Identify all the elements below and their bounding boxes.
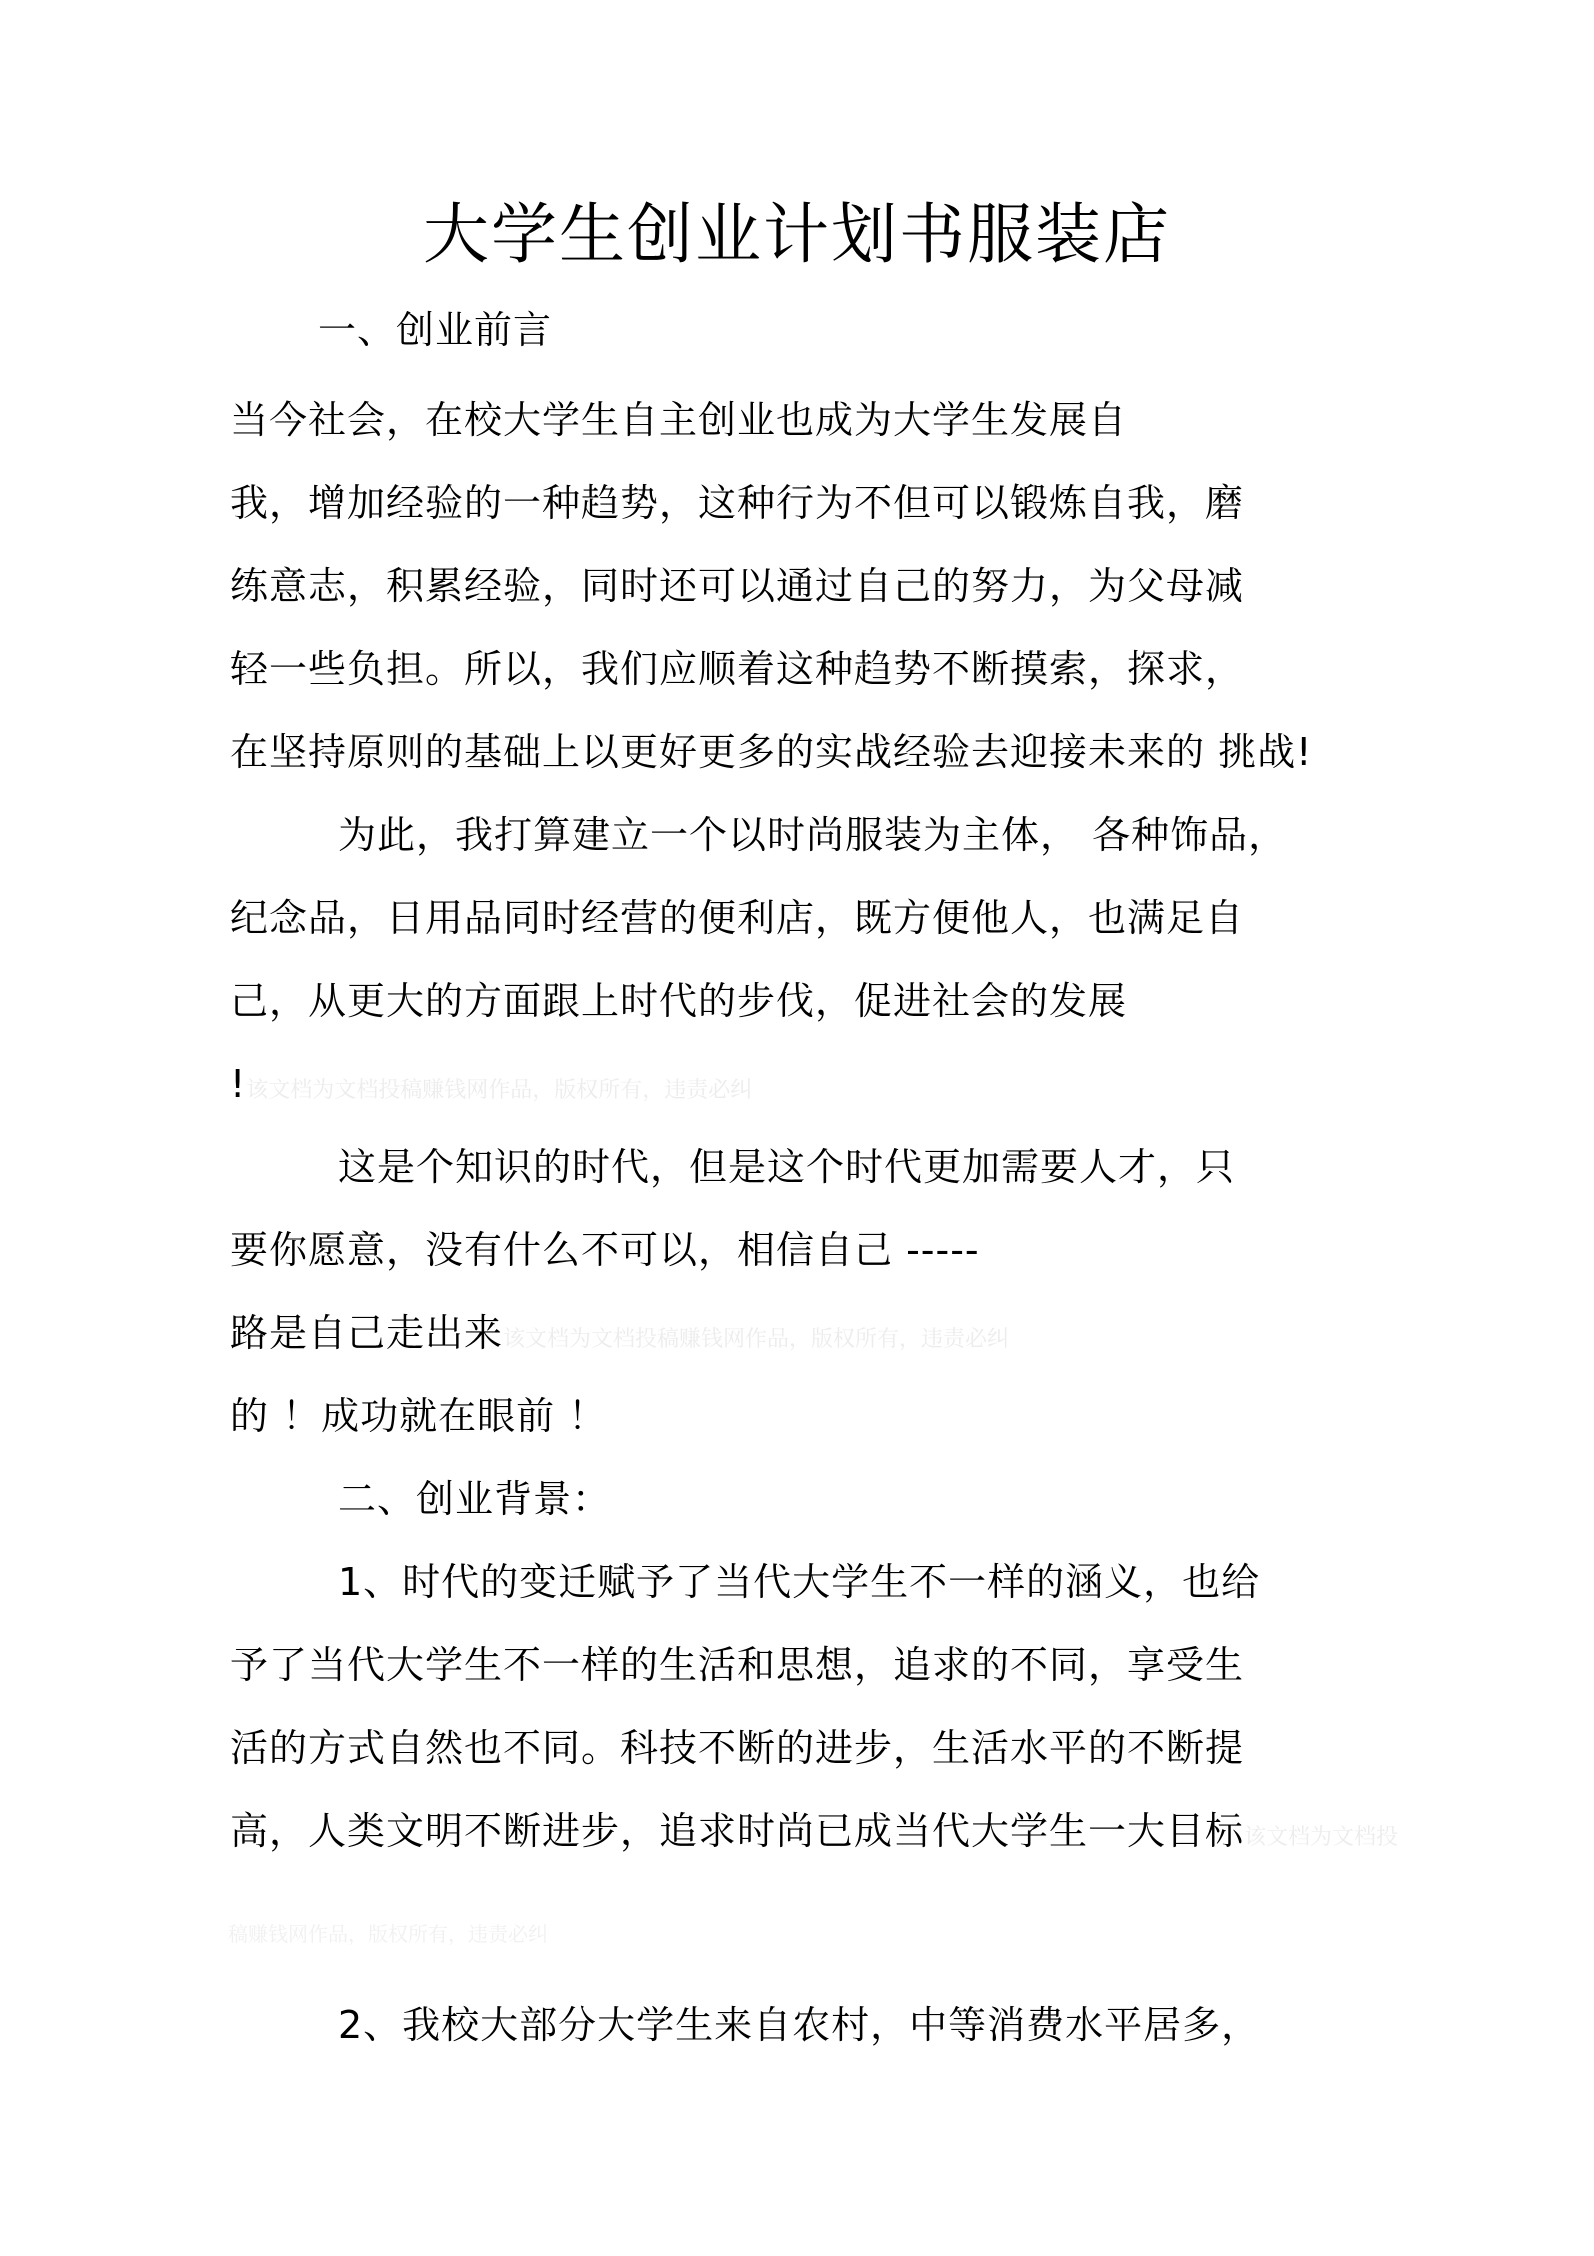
paragraph-line: 活的方式自然也不同。科技不断的进步，生活水平的不断提 [230, 1726, 1245, 1770]
paragraph-line: 为此，我打算建立一个以时尚服装为主体， 各种饰品， [338, 813, 1288, 857]
watermark-text: 该文档为文档投稿赚钱网作品，版权所有，违责必纠 [503, 1327, 1010, 1352]
paragraph-line: 练意志，积累经验，同时还可以通过自己的努力，为父母减 [230, 564, 1245, 608]
watermark-text: 该文档为文档投稿赚钱网作品，版权所有，违责必纠 [246, 1078, 753, 1103]
paragraph-line: 1、时代的变迁赋予了当代大学生不一样的涵义，也给 [338, 1560, 1261, 1604]
paragraph-line: 在坚持原则的基础上以更好更多的实战经验去迎接未来的 挑战! [230, 730, 1313, 774]
watermark-text: 该文档为文档投 [1244, 1825, 1399, 1850]
paragraph-line: 我，增加经验的一种趋势，这种行为不但可以锻炼自我，磨 [230, 481, 1245, 525]
paragraph-text: ! [230, 1062, 247, 1106]
watermark-text: 稿赚钱网作品，版权所有，违责必纠 [228, 1922, 548, 1946]
paragraph-line: 纪念品，日用品同时经营的便利店，既方便他人，也满足自 [230, 896, 1245, 940]
paragraph-line: 要你愿意，没有什么不可以，相信自己 ----- [230, 1228, 980, 1272]
paragraph-text: 高，人类文明不断进步，追求时尚已成当代大学生一大目标 [230, 1809, 1245, 1853]
paragraph-line-with-watermark [230, 1308, 1009, 1365]
section-heading-preface: 一、创业前言 [318, 308, 553, 352]
paragraph-line: 己，从更大的方面跟上时代的步伐，促进社会的发展 [230, 979, 1128, 1023]
paragraph-line: 予了当代大学生不一样的生活和思想，追求的不同，享受生 [230, 1643, 1245, 1687]
section-heading-background: 二、创业背景： [338, 1477, 612, 1521]
paragraph-line: 的 ！成功就在眼前 ！ [230, 1394, 608, 1438]
paragraph-line-with-watermark [230, 1806, 1398, 1863]
paragraph-line-with-watermark [230, 1059, 752, 1116]
paragraph-line: 当今社会，在校大学生自主创业也成为大学生发展自 [230, 398, 1128, 442]
paragraph-line: 轻一些负担。所以，我们应顺着这种趋势不断摸索，探求， [230, 647, 1245, 691]
paragraph-line: 2、我校大部分大学生来自农村，中等消费水平居多， [338, 2003, 1261, 2047]
paragraph-text: 路是自己走出来 [230, 1311, 504, 1355]
paragraph-line: 这是个知识的时代，但是这个时代更加需要人才，只 [338, 1145, 1236, 1189]
document-title: 大学生创业计划书服装店 [423, 196, 1171, 273]
